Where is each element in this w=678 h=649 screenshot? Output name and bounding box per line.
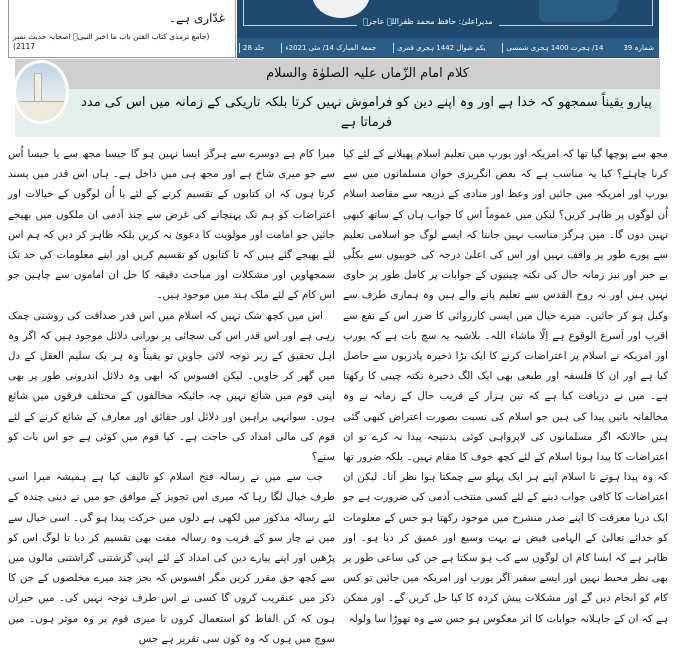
editor-credit: مدیراعلیٰ: حافظ محمد ظفراللہ عاجزؔ xyxy=(357,16,499,27)
gregorian-date: جمعۃ المبارک 14/ مئی 2021ء xyxy=(281,43,379,53)
paragraph: مجھ سے پوچھا گیا تھا کہ امریکہ اور یورپ میں تعلیم اسلام پھیلانے کے لئے کیا کرنا چاہئے؟ کیا یہ مناسب ہے کہ بعض انگریزی خوان مسلمانوں میں سے یورپ اور امریکہ میں جائیں اور وعظ اور منادی کے ذریعہ سے مقاصد اسلام اُن لوگوں پر ظاہر کریں؟ لیکن میں عموماً اس کا جواب ہاں کے ساتھ کبھی نہیں دوں گا۔ میں ہرگز مناسب نہیں جانتا کہ ایسے لوگ جو اسلامی تعلیم سے پورے طور پر واقف نہیں اور اس کی اعلیٰ درجہ کی خوبیوں سے بکلّی بے خبر اور نیز زمانہ حال کی نکتہ چینیوں کے جوابات پر کامل طور پر حاوی نہیں ہیں اور نہ روح القدس سے تعلیم پانے والے ہیں وہ ہماری طرف سے وکیل ہو کر جائیں۔ میرے خیال میں ایسی کارروائی کا ضرر اس کے نفع سے اقرب اور اَسرع الوقوع ہے اِلّا ماشاء اللہ۔ بلاشبہ یہ سچ بات ہے کہ یورپ اور امریکہ نے اسلام پر اعتراضات کرنے کا ایک بڑا ذخیرہ پادریوں سے حاصل کیا ہے اور ان کا فلسفہ اور طبعی بھی ایک الگ ذخیرہ نکتہ چینی کا رکھتا ہے۔ میں نے دریافت کیا ہے کہ تین ہزار کے قریب حال کے زمانہ نے وہ مخالفانہ باتیں پیدا کی ہیں جو اسلام کی نسبت بصورت اعتراض کبھی گئی ہیں حالانکہ اگر مسلمانوں کی لاپرواہی کوئی بدنتیجہ پیدا نہ کرے تو ان اعتراضات کا پیدا ہونا اسلام کے لئے کچھ خوف کا مقام نہیں۔ بلکہ ضرور تھا کہ وہ پیدا ہوتے تا اسلام اپنے ہر ایک پہلو سے چمکتا ہوا نظر آتا۔ لیکن ان اعتراضات کا کافی جواب دینے کے لئے کسی منتخب آدمی کی ضرورت ہے جو ایک دریا معرفت کا اپنے صدر منشرح میں موجود رکھتا ہو جس کے معلومات کو خدائے تعالیٰ کے الہامی فیض نے بہت وسیع اور عمیق کر دیا ہو۔ اور ظاہر ہے کہ ایسا کام ان لوگوں سے کب ہو سکتا ہے جن کی ساعی طور پر بھی نظر محیط نہیں اور ایسے سفیر اگر یورپ اور امریکہ میں جائیں تو کس کام کو انجام دیں گے اور مشکلات پیش کردہ کا کیا حل کریں گے۔ اور ممکن ہے کہ ان کے جاہلانہ جوابات کا اثر معکوس ہو جس سے وہ تھوڑا سا ولولہ xyxy=(343,148,668,625)
hadith-box xyxy=(8,0,236,58)
section-headline: پیارو یقیناً سمجھو کہ خدا ہے اور وہ اپنے دین کو فراموش نہیں کرتا بلکہ تاریکی کے زمانہ میں اس کی مدد فرماتا ہے xyxy=(15,89,660,137)
mosque-photo xyxy=(13,60,69,124)
building-shape xyxy=(20,101,64,124)
hijri-lunar-date: یکم شوال 1442 ہجری قمری xyxy=(393,43,488,53)
section-title: کلام امام الزّماں علیہ الصلوٰۃ والسلام xyxy=(15,59,660,89)
paragraph: جب سے میں نے رسالہ فتح اسلام کو تالیف کیا ہے ہمیشہ میرا اسی طرف خیال لگا رہا کہ میری اس تجویز کے موافق جو میں نے دینی چندہ کے لئے رسالہ مذکور میں لکھی ہے دلوں میں حرکت پیدا ہو گی۔ اسی خیال سے میں نے چار سو کے قریب وہ رسالہ مفت بھی تقسیم کر دیا تا لوگ اس کو پڑھیں اور اپنے پیارے دین کی امداد کے لئے اپنی گزشتنی گزاشتنی مالوں میں سے کچھ حق مقرر کریں مگر افسوس کہ بجز چند میرے مخلصوں کے جن کا ذکر میں عنقریب کروں گا کسی نے اس طرف توجہ نہیں کی۔ میں حیران ہوں کہ کن الفاظ کو استعمال کروں تا میری قوم پر وہ موثر ہوں۔ میں سوچ میں ہوں کہ وہ کون سی تقریر ہے جس xyxy=(8,471,335,645)
paragraph: اس میں کچھ شک نہیں کہ اسلام میں اس قدر صداقت کی روشنی چمک رہی ہے اور اس قدر اس کی سچائی پر نورانی دلائل موجود ہیں کہ اگر وہ اہل تحقیق کے زیر توجہ لائی جاویں تو یقیناً وہ ہر یک سلیم العقل کے دل میں گھر کر جاویں۔ لیکن افسوس کہ ابھی وہ دلائل اندرونی طور پر بھی اپنی قوم میں شائع نہیں چہ جائیکہ مخالفوں کے مختلف فرقوں میں شائع ہوں۔ سوانہی براہین اور دلائل اور حقائق اور معارف کے شائع کرنے کے لئے قوم کی مالی امداد کی حاجت ہے۔ کیا قوم میں کوئی ہے جو اس بات کو سنے؟ xyxy=(8,309,335,464)
volume: جلد 28 xyxy=(239,43,267,53)
main-content xyxy=(0,59,678,649)
issue-number: شمارہ 39 xyxy=(623,43,654,52)
article-columns xyxy=(0,144,678,649)
paragraph: میرا کام ہے دوسرے سے ہرگز ایسا نہیں ہو گا جیسا مجھ سے یا جیسا اُس سے جو میری شاخ ہے اور مجھ ہی میں داخل ہے۔ ہاں اس قدر میں پسند کرتا ہوں کہ ان کتابوں کے تقسیم کرنے کے لئے یا اُن لوگوں کے خیالات اور اعتراضات کو ہم تک پہنچانے کی غرض سے چند آدمی ان ملکوں میں بھیجے جائیں جو امامت اور مولویت کا دعویٰ نہ کریں بلکہ ظاہر کر دیں کہ ہم اس لئے بھیجے گئے ہیں کہ تا کتابوں کو تقسیم کریں اور اپنے معلومات کی حد تک سمجھاویں اور مشکلات اور مباحث دقیقہ کا حل ان اماموں سے چاہیں جو اس کام کے لئے ملک ہند میں موجود ہیں۔ xyxy=(8,148,335,302)
issue-info-bar xyxy=(237,38,659,57)
hadith-reference: (جامع ترمذی کتاب الفتن باب ما اخبر النبیؐ اصحابہ حدیث نمبر 2117) xyxy=(13,32,210,51)
masthead xyxy=(237,0,659,58)
article-column-right xyxy=(343,144,668,649)
article-column-left xyxy=(8,144,335,649)
hadith-text: غدّاری ہے۔ xyxy=(168,11,225,25)
world-map-graphic xyxy=(539,0,619,22)
hijri-solar-date: 14/ ہجرت 1400 ہجری شمسی xyxy=(502,43,606,53)
